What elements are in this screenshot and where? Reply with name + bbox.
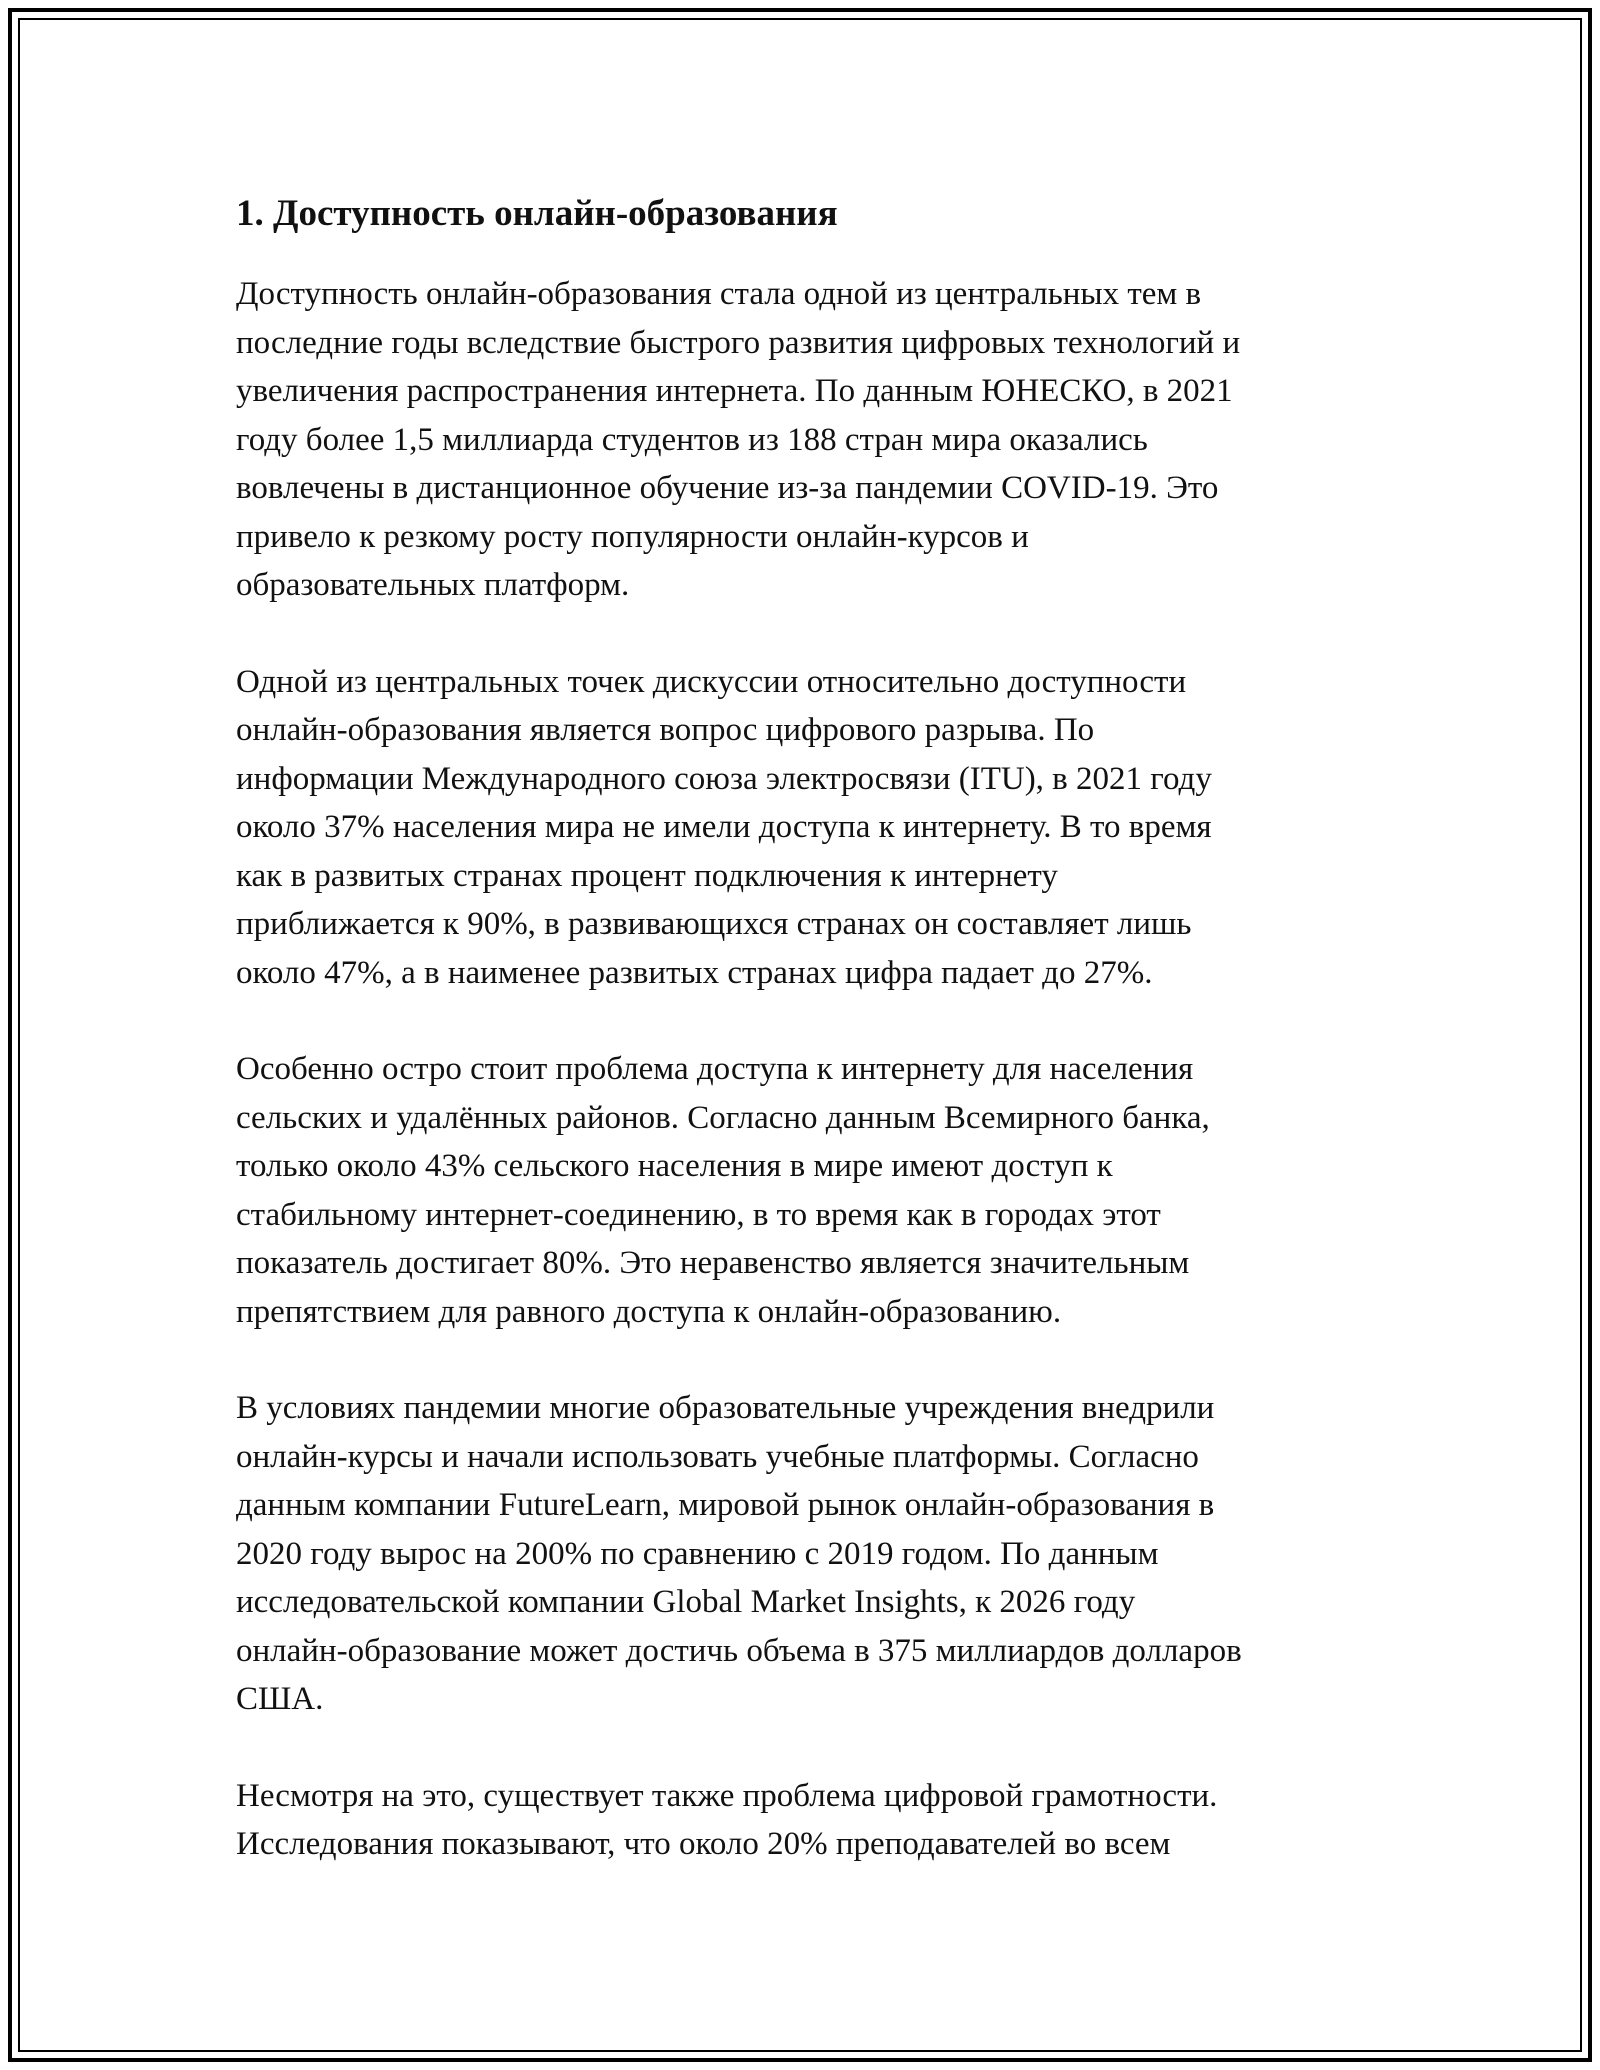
- text-line: 2020 году вырос на 200% по сравнению с 2019 годом. По данным: [236, 1535, 1159, 1572]
- text-line: вовлечены в дистанционное обучение из-за пандемии COVID-19. Это: [236, 470, 1219, 506]
- text-line: Одной из центральных точек дискуссии относительно доступности: [236, 663, 1187, 700]
- text-line: информации Международного союза электросвязи (ITU), в 2021 году: [236, 760, 1212, 797]
- paragraph-1: [236, 270, 1376, 610]
- document-body: [236, 186, 1376, 1917]
- paragraph-3: [236, 1045, 1376, 1336]
- text-line: увеличения распространения интернета. По данным ЮНЕСКО, в 2021: [236, 373, 1233, 409]
- text-line: показатель достигает 80%. Это неравенство является значительным: [236, 1245, 1190, 1281]
- text-line: последние годы вследствие быстрого развития цифровых технологий и: [236, 324, 1241, 361]
- text-line: около 37% населения мира не имели доступа к интернету. В то время: [236, 809, 1212, 845]
- text-line: приближается к 90%, в развивающихся странах он составляет лишь: [236, 906, 1192, 942]
- text-line: В условиях пандемии многие образовательные учреждения внедрили: [236, 1390, 1215, 1426]
- text-line: как в развитых странах процент подключения к интернету: [236, 857, 1058, 894]
- section-heading: 1. Доступность онлайн-образования: [236, 193, 838, 234]
- text-line: сельских и удалённых районов. Согласно данным Всемирного банка,: [236, 1099, 1210, 1136]
- text-line: Доступность онлайн-образования стала одной из центральных тем в: [236, 276, 1202, 312]
- text-line: исследовательской компании Global Market Insights, к 2026 году: [236, 1584, 1136, 1620]
- text-line: онлайн-образования является вопрос цифрового разрыва. По: [236, 712, 1095, 748]
- text-line: Особенно остро стоит проблема доступа к интернету для населения: [236, 1051, 1194, 1087]
- text-line: около 47%, а в наименее развитых странах цифра падает до 27%.: [236, 954, 1153, 991]
- text-line: году более 1,5 миллиарда студентов из 188 стран мира оказались: [236, 421, 1148, 458]
- text-line: Исследования показывают, что около 20% преподавателей во всем: [236, 1826, 1171, 1862]
- text-line: только около 43% сельского населения в мире имеют доступ к: [236, 1148, 1113, 1184]
- text-line: США.: [236, 1681, 324, 1717]
- text-line: данным компании FutureLearn, мировой рынок онлайн-образования в: [236, 1487, 1215, 1523]
- text-line: препятствием для равного доступа к онлайн-образованию.: [236, 1293, 1062, 1330]
- text-line: онлайн-курсы и начали использовать учебные платформы. Согласно: [236, 1438, 1199, 1475]
- text-line: образовательных платформ.: [236, 567, 630, 603]
- text-line: онлайн-образование может достичь объема в 375 миллиардов долларов: [236, 1632, 1242, 1669]
- text-line: Несмотря на это, существует также проблема цифровой грамотности.: [236, 1777, 1218, 1814]
- text-line: стабильному интернет-соединению, в то время как в городах этот: [236, 1196, 1161, 1233]
- paragraph-4: [236, 1384, 1376, 1724]
- paragraph-5: [236, 1772, 1376, 1869]
- text-line: привело к резкому росту популярности онлайн-курсов и: [236, 518, 1029, 555]
- paragraph-2: [236, 658, 1376, 998]
